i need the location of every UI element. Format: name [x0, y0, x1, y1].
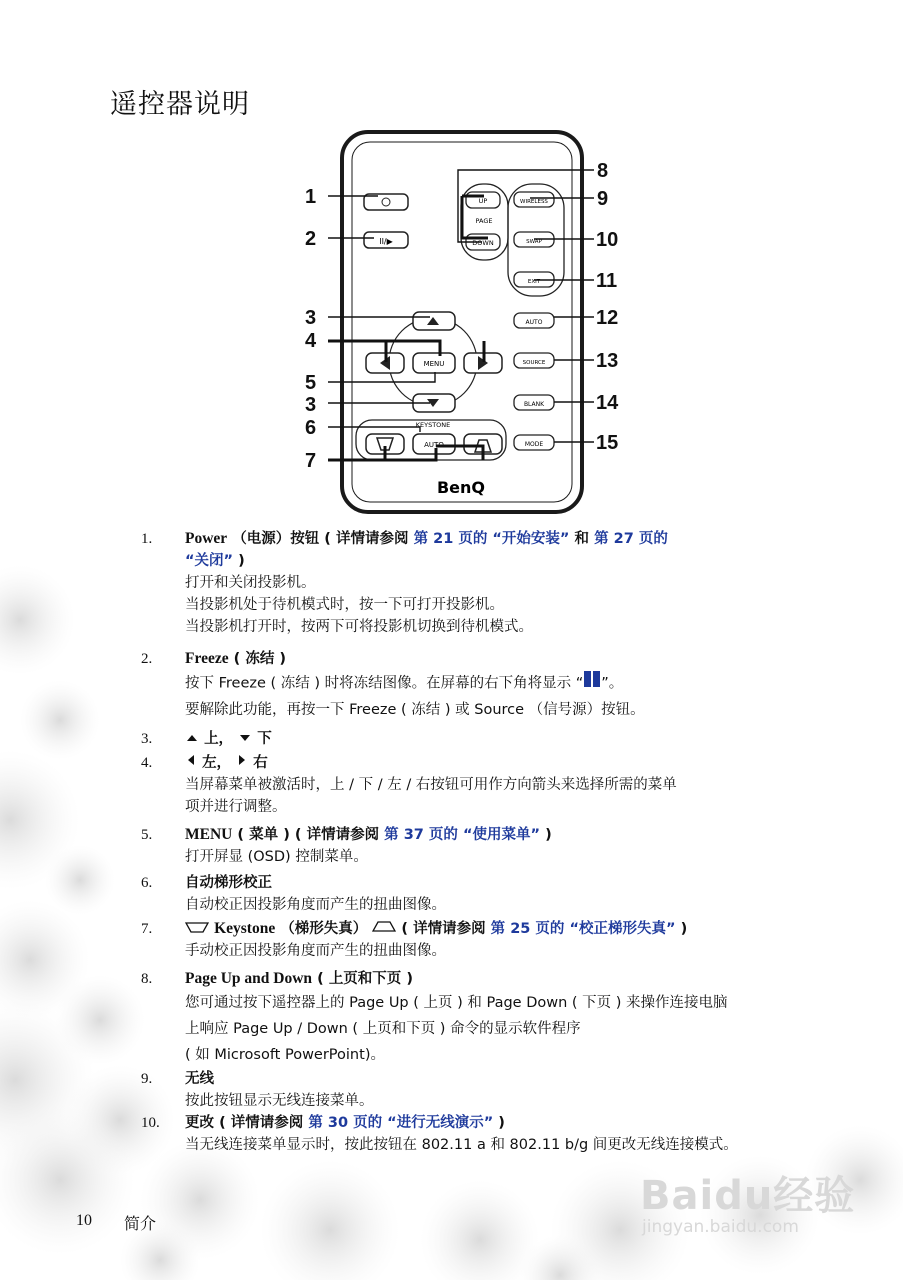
callout-2: 2: [305, 228, 317, 250]
cross-reference-link[interactable]: “关闭”: [185, 553, 234, 569]
keystone-label: KEYSTONE: [415, 421, 451, 429]
list-item: [141, 528, 841, 648]
item-number: 9.: [141, 1071, 153, 1087]
callout-15: 15: [596, 432, 619, 454]
menu-label: MENU: [423, 360, 445, 368]
item-heading: 自动梯形校正: [185, 875, 272, 891]
button-description-list: [141, 528, 841, 1158]
callout-3b: 3: [305, 394, 317, 416]
item-number: 1.: [141, 531, 153, 547]
list-item: [141, 1068, 841, 1112]
callout-8: 8: [597, 160, 609, 182]
item-description: 按下 Freeze ( 冻结 ) 时将冻结图像。在屏幕的右下角将显示 “ ”。: [185, 670, 841, 697]
item-description: ( 如 Microsoft PowerPoint)。: [185, 1047, 385, 1063]
item-description: 当屏幕菜单被激活时，上 / 下 / 左 / 右按钮可用作方向箭头来选择所需的菜单: [185, 777, 677, 793]
item-description: 按此按钮显示无线连接菜单。: [185, 1093, 374, 1109]
item-number: 5.: [141, 827, 153, 843]
item-number: 10.: [141, 1115, 160, 1131]
auto-label: AUTO: [525, 319, 543, 326]
remote-control-diagram: [296, 128, 632, 516]
keystone-up-icon: [372, 918, 396, 940]
cross-reference-link[interactable]: 第 25 页的: [490, 921, 565, 937]
callout-4: 4: [305, 330, 317, 352]
callout-1: 1: [305, 186, 317, 208]
callout-12: 12: [596, 307, 619, 329]
item-number: 7.: [141, 921, 153, 937]
list-item: [141, 648, 841, 728]
cross-reference-link[interactable]: 第 30 页的: [308, 1115, 383, 1131]
item-number: 4.: [141, 755, 153, 771]
keystone-down-icon: [185, 918, 209, 940]
cross-reference-link[interactable]: 第 27 页的: [594, 531, 668, 547]
cross-reference-link[interactable]: “开始安装”: [492, 531, 570, 547]
list-item: [141, 728, 841, 752]
item-heading: 左， 右: [185, 752, 841, 774]
item-description: 打开和关闭投影机。: [185, 575, 316, 591]
source-label: SOURCE: [522, 360, 546, 366]
item-description: 自动校正因投影角度而产生的扭曲图像。: [185, 897, 446, 913]
list-item: [141, 752, 841, 824]
freeze-icon: II/▶: [379, 237, 393, 246]
pause-icon: [583, 670, 601, 697]
blank-label: BLANK: [523, 401, 545, 408]
item-description: 当投影机处于待机模式时，按一下可打开投影机。: [185, 597, 504, 613]
callout-3a: 3: [305, 307, 317, 329]
section-name: 简介: [124, 1214, 157, 1233]
wireless-label: WIRELESS: [520, 199, 548, 205]
item-heading: Page Up and Down ( 上页和下页 ): [185, 970, 414, 987]
callout-10: 10: [596, 229, 619, 251]
list-item: [141, 872, 841, 918]
cross-reference-link[interactable]: “使用菜单”: [463, 827, 541, 843]
swap-label: SWAP: [526, 239, 542, 245]
cross-reference-link[interactable]: “校正梯形失真”: [569, 921, 676, 937]
item-heading: MENU ( 菜单 ) ( 详情请参阅 第 37 页的 “使用菜单” ): [185, 826, 552, 843]
item-heading: Keystone （梯形失真） ( 详情请参阅 第 25 页的 “校正梯形失真” ): [185, 918, 841, 940]
brand-logo: BenQ: [436, 478, 486, 497]
item-number: 2.: [141, 651, 153, 667]
keystone-auto-label: AUTO: [424, 441, 444, 449]
page-title: 遥控器说明: [110, 89, 250, 120]
item-heading: Power （电源）按钮 ( 详情请参阅 第 21 页的 “开始安装” 和 第 27 页的: [185, 530, 668, 547]
cross-reference-link[interactable]: 第 37 页的: [384, 827, 458, 843]
item-number: 8.: [141, 971, 153, 987]
item-heading: 上， 下: [185, 728, 841, 750]
item-description: 上响应 Page Up / Down ( 上页和下页 ) 命令的显示软件程序: [185, 1021, 581, 1037]
item-description: 要解除此功能，再按一下 Freeze ( 冻结 ) 或 Source （信号源）按钮。: [185, 702, 645, 718]
left-arrow-icon: [185, 752, 197, 774]
watermark: [640, 1164, 855, 1237]
callout-9: 9: [597, 188, 609, 210]
item-description: 您可通过按下遥控器上的 Page Up ( 上页 ) 和 Page Down ( 下页 ) 来操作连接电脑: [185, 995, 728, 1011]
down-arrow-icon: [238, 728, 252, 750]
mode-label: MODE: [524, 441, 544, 448]
right-arrow-icon: [236, 752, 248, 774]
item-description: 打开屏显 (OSD) 控制菜单。: [185, 849, 368, 865]
list-item: [141, 824, 841, 872]
cross-reference-link[interactable]: “进行无线演示”: [387, 1115, 494, 1131]
callout-11: 11: [596, 270, 618, 292]
callout-14: 14: [596, 392, 619, 414]
callout-6: 6: [305, 417, 317, 439]
item-heading: 更改 ( 详情请参阅 第 30 页的 “进行无线演示” ): [185, 1115, 505, 1131]
item-heading: Freeze ( 冻结 ): [185, 650, 287, 667]
item-description: 当投影机打开时，按两下可将投影机切换到待机模式。: [185, 619, 533, 635]
callout-5: 5: [305, 372, 317, 394]
up-arrow-icon: [185, 728, 199, 750]
item-description: 当无线连接菜单显示时，按此按钮在 802.11 a 和 802.11 b/g 间更改无线连接模式。: [185, 1137, 738, 1153]
page-down-label: DOWN: [472, 239, 494, 247]
cross-reference-link[interactable]: 第 21 页的: [413, 531, 488, 547]
watermark-logo: Baidu经验: [640, 1173, 856, 1219]
item-description: 手动校正因投影角度而产生的扭曲图像。: [185, 943, 446, 959]
list-item: [141, 918, 841, 968]
item-number: 6.: [141, 875, 153, 891]
item-heading-cont: “关闭” ): [185, 553, 245, 569]
item-description: 项并进行调整。: [185, 799, 287, 815]
callout-7: 7: [305, 450, 317, 472]
page-up-label: UP: [478, 197, 488, 205]
callout-13: 13: [596, 350, 619, 372]
item-number: 3.: [141, 731, 153, 747]
watermark-url: jingyan.baidu.com: [642, 1217, 799, 1237]
page-number: 10: [76, 1212, 92, 1229]
list-item: [141, 968, 841, 1068]
exit-label: EXIT: [527, 279, 541, 285]
page-label: PAGE: [475, 217, 493, 225]
list-item: [141, 1112, 841, 1158]
item-heading: 无线: [185, 1071, 214, 1087]
